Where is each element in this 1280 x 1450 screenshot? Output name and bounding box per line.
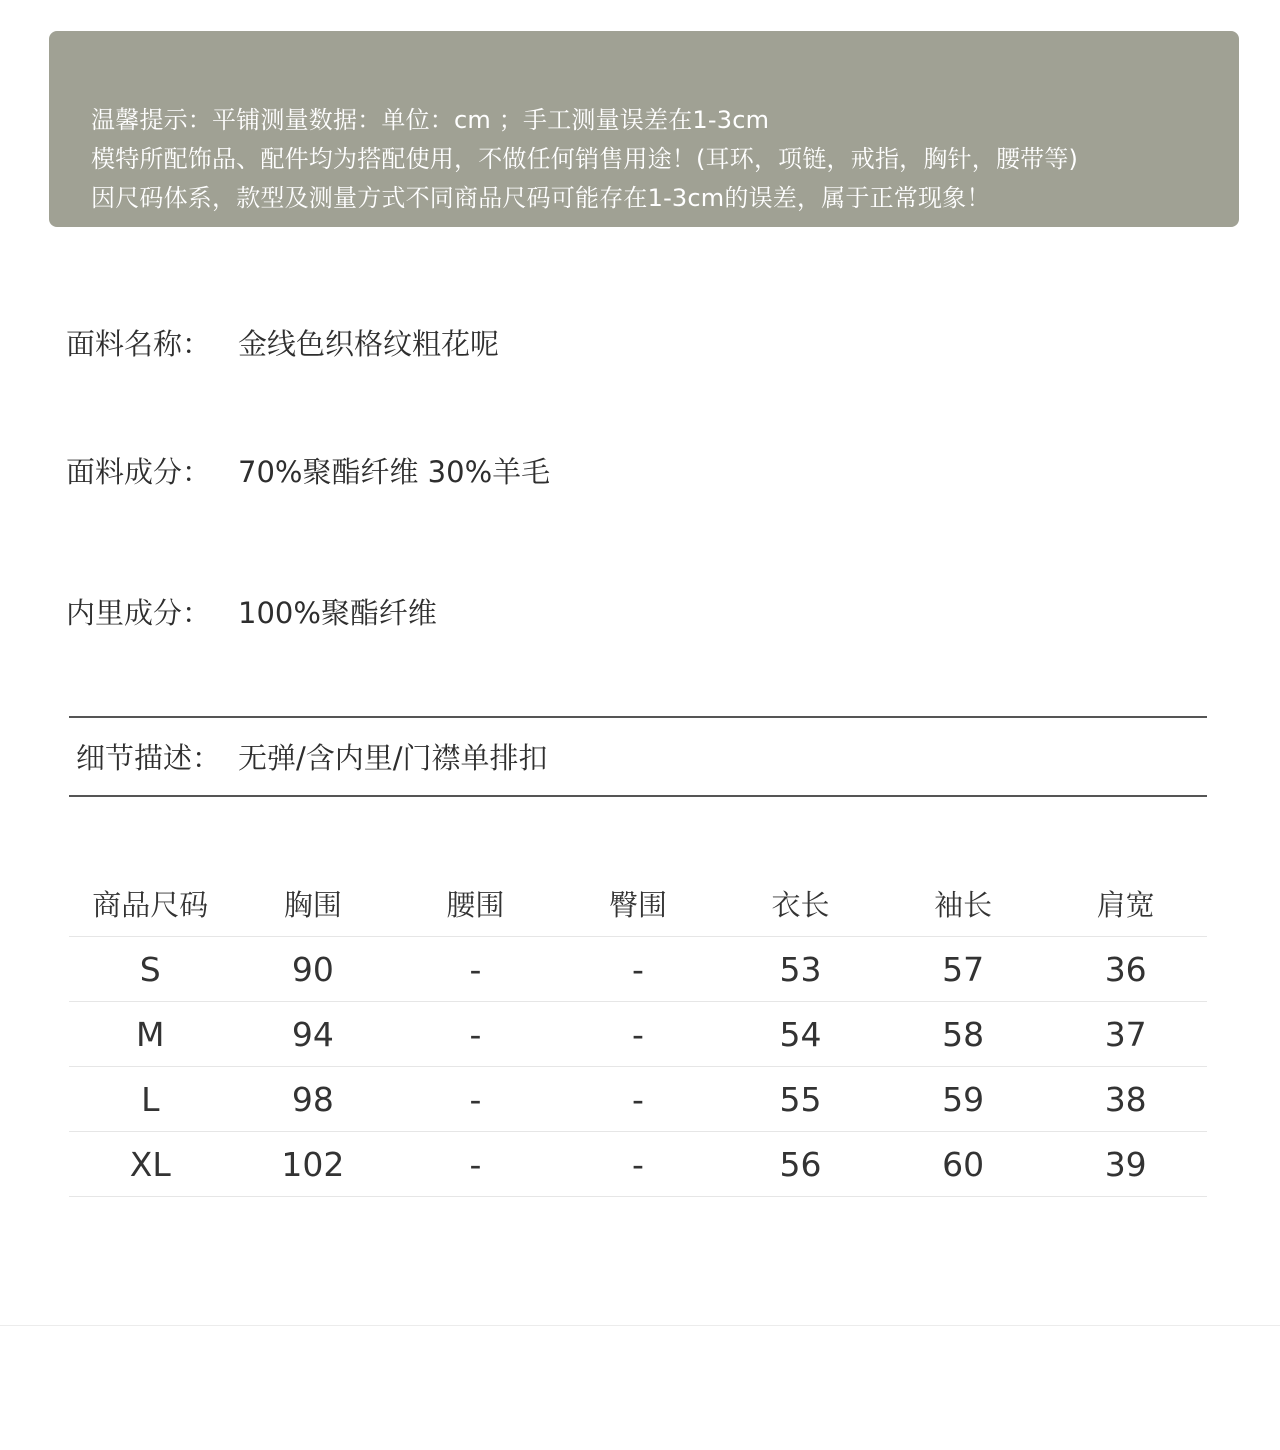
cell-shoulder: 38 [1044,1067,1207,1132]
header-length: 衣长 [719,870,882,937]
bottom-divider [0,1325,1280,1326]
fabric-composition-value: 70%聚酯纤维 30%羊毛 [238,454,551,489]
header-chest: 胸围 [232,870,395,937]
cell-hip: - [557,1002,720,1067]
cell-hip: - [557,1067,720,1132]
cell-shoulder: 37 [1044,1002,1207,1067]
size-table [69,870,1207,1197]
table-row [69,1132,1207,1197]
header-waist: 腰围 [394,870,557,937]
header-hip: 臀围 [557,870,720,937]
cell-hip: - [557,1132,720,1197]
cell-sleeve: 57 [882,937,1045,1002]
fabric-name-label: 面料名称： [66,326,212,361]
cell-chest: 90 [232,937,395,1002]
cell-sleeve: 58 [882,1002,1045,1067]
cell-length: 55 [719,1067,882,1132]
details-value: 无弹/含内里/门襟单排扣 [238,741,548,775]
cell-size: XL [69,1132,232,1197]
cell-hip: - [557,937,720,1002]
cell-length: 56 [719,1132,882,1197]
cell-sleeve: 59 [882,1067,1045,1132]
lining-composition-label: 内里成分： [66,595,212,630]
table-row [69,937,1207,1002]
cell-shoulder: 36 [1044,937,1207,1002]
notice-line: 模特所配饰品、配件均为搭配使用，不做任何销售用途！(耳环，项链，戒指，胸针，腰带等) [91,145,1079,173]
notice-line: 因尺码体系，款型及测量方式不同商品尺码可能存在1-3cm的误差，属于正常现象！ [91,184,991,212]
notice-banner [49,31,1239,227]
fabric-name-value: 金线色织格纹粗花呢 [238,326,500,361]
header-size: 商品尺码 [69,870,232,937]
cell-waist: - [394,937,557,1002]
header-sleeve: 袖长 [882,870,1045,937]
notice-line: 温馨提示：平铺测量数据：单位：cm ；手工测量误差在1-3cm [91,106,770,134]
size-table-header [69,870,1207,937]
header-shoulder: 肩宽 [1044,870,1207,937]
cell-chest: 94 [232,1002,395,1067]
table-row [69,1002,1207,1067]
fabric-composition-row [66,450,550,490]
details-label: 细节描述： [76,741,222,775]
cell-chest: 102 [232,1132,395,1197]
details-row [69,716,1207,797]
cell-shoulder: 39 [1044,1132,1207,1197]
cell-size: S [69,937,232,1002]
lining-composition-row [66,591,437,631]
table-row [69,1067,1207,1132]
cell-sleeve: 60 [882,1132,1045,1197]
cell-waist: - [394,1132,557,1197]
cell-size: M [69,1002,232,1067]
lining-composition-value: 100%聚酯纤维 [238,595,437,630]
cell-size: L [69,1067,232,1132]
cell-waist: - [394,1067,557,1132]
cell-length: 53 [719,937,882,1002]
cell-length: 54 [719,1002,882,1067]
cell-waist: - [394,1002,557,1067]
fabric-name-row [66,322,499,362]
fabric-composition-label: 面料成分： [66,454,212,489]
cell-chest: 98 [232,1067,395,1132]
